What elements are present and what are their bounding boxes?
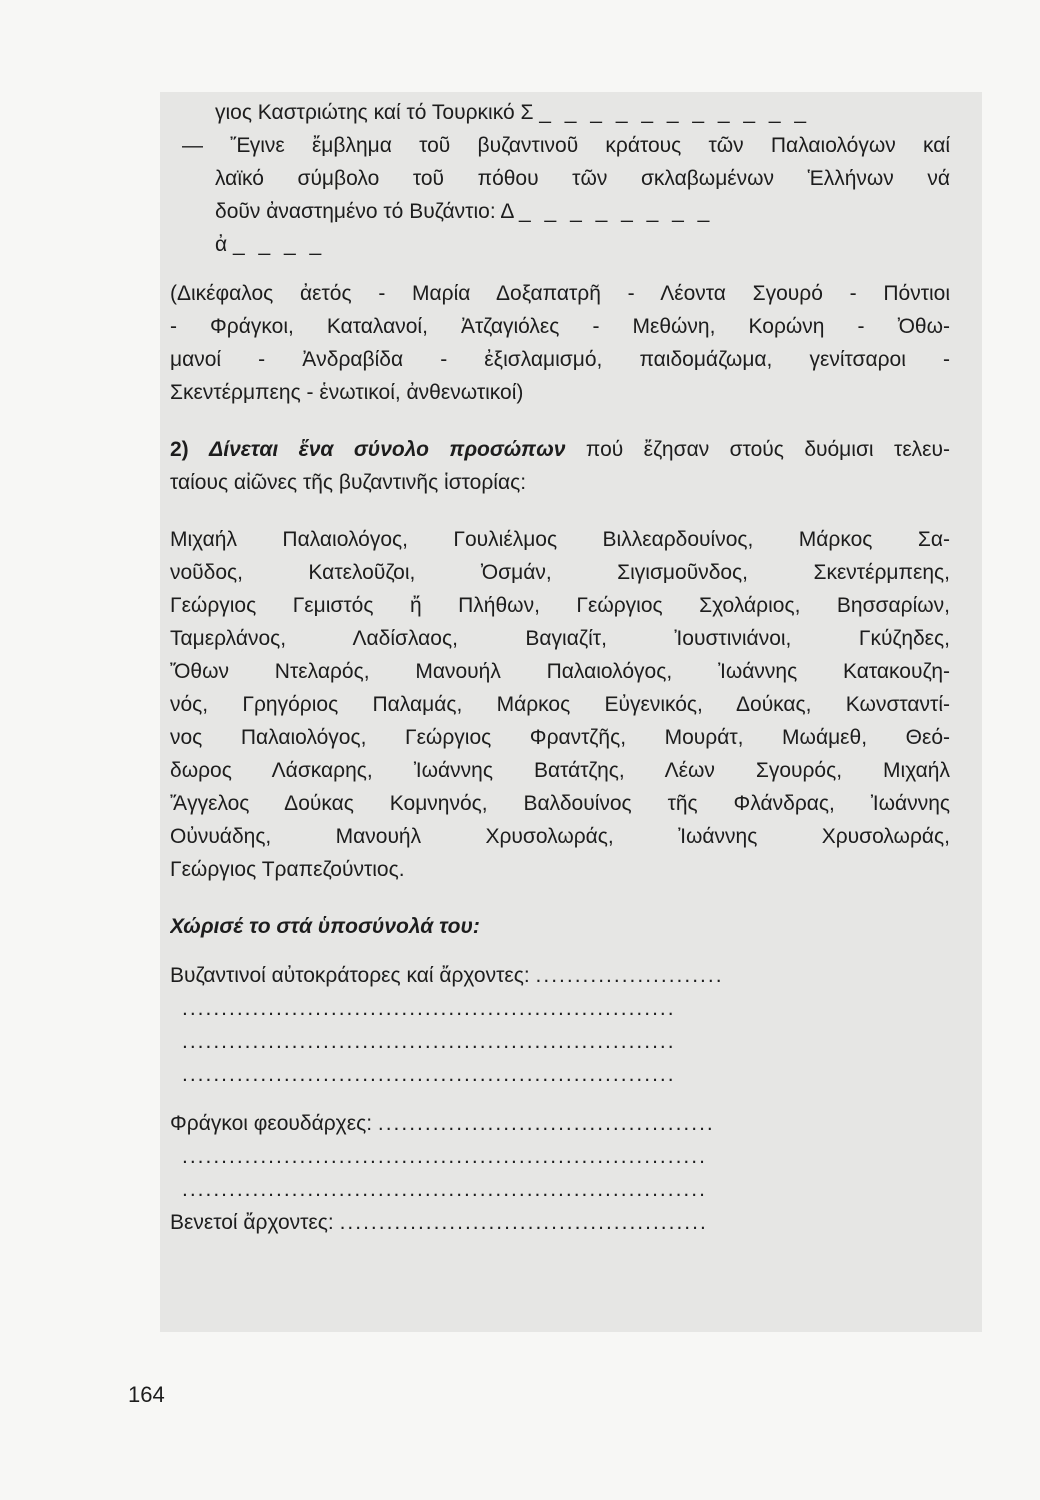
answer-dots[interactable]: ............................................... [339,1211,708,1234]
options-line-3: μανοί - Ἀνδραβίδα - ἐξισλαμισμό, παιδομάζωμα, γενίτσαροι - [170,348,950,371]
fill-blank[interactable]: _ _ _ _ _ _ _ _ _ _ _ [539,101,811,124]
names-line: Ἄγγελος Δούκας Κομνηνός, Βαλδουίνος τῆς Φλάνδρας, Ἰωάννης [170,792,950,815]
category-venetian [170,1206,950,1239]
category-byzantine [170,959,950,992]
prev-line-3: λαϊκό σύμβολο τοῦ πόθου τῶν σκλαβωμένων Ἑλλήνων νά [215,167,950,190]
prev-line-2: — Ἔγινε ἔμβλημα τοῦ βυζαντινοῦ κράτους τῶν Παλαιολόγων καί [182,134,950,157]
answer-line[interactable]: ................................................................... [182,1178,707,1201]
category-label: Φράγκοι φεουδάρχες: [170,1112,373,1135]
names-line: Ταμερλάνος, Λαδίσλαος, Βαγιαζίτ, Ἰουστινιάνοι, Γκύζηδες, [170,627,950,650]
options-line-4: Σκεντέρμπεης - ἑνωτικοί, ἀνθενωτικοί) [170,381,524,404]
answer-line[interactable]: ............................................................... [182,1063,676,1086]
prev-line-4: δοῦν ἀναστημένο τό Βυζάντιο: Δ _ _ _ _ _ _ _ _ [215,200,714,223]
options-line-1: (Δικέφαλος ἀετός - Μαρία Δοξαπατρῆ - Λέοντα Σγουρό - Πόντιοι [170,282,950,305]
category-frankish [170,1107,950,1140]
page-content [170,96,950,1239]
answer-line[interactable]: ............................................................... [182,1030,676,1053]
prev-line-1: γιος Καστριώτης καί τό Τουρκικό Σ _ _ _ _ _ _ _ _ _ _ _ [215,101,811,124]
instruction: Χώρισέ το στά ὑποσύνολά του: [170,915,480,938]
names-line: νοῦδος, Κατελοῦζοι, Ὀσμάν, Σιγισμοῦνδος, Σκεντέρμπεης, [170,561,950,584]
exercise-2-heading: 2) Δίνεται ἕνα σύνολο προσώπων πού ἔζησαν στούς δυόμισι τελευ- [170,438,950,461]
answer-dots[interactable]: ........................ [535,964,724,987]
names-line: νος Παλαιολόγος, Γεώργιος Φραντζῆς, Μουράτ, Μωάμεθ, Θεό- [170,726,950,749]
exercise-number: 2) [170,438,189,461]
exercise-2-line-2: ταίους αἰῶνες τῆς βυζαντινῆς ἱστορίας: [170,471,527,494]
names-line: Γεώργιος Τραπεζούντιος. [170,858,405,881]
answer-line[interactable]: ................................................................... [182,1145,707,1168]
names-line: Ὄθων Ντελαρός, Μανουήλ Παλαιολόγος, Ἰωάννης Κατακουζη- [170,660,950,683]
names-line: Μιχαήλ Παλαιολόγος, Γουλιέλμος Βιλλεαρδουίνος, Μάρκος Σα- [170,528,950,551]
options-line-2: - Φράγκοι, Καταλανοί, Ἀτζαγιόλες - Μεθώνη, Κορώνη - Ὀθω- [170,315,950,338]
category-label: Βενετοί ἄρχοντες: [170,1211,334,1234]
names-line: νός, Γρηγόριος Παλαμάς, Μάρκος Εὐγενικός, Δούκας, Κωνσταντί- [170,693,950,716]
fill-blank[interactable]: _ _ _ _ [232,233,326,256]
answer-dots[interactable]: ........................................... [377,1112,715,1135]
fill-blank[interactable]: _ _ _ _ _ _ _ _ [519,200,714,223]
names-line: δωρος Λάσκαρης, Ἰωάννης Βατάτζης, Λέων Σγουρός, Μιχαήλ [170,759,950,782]
prev-line-5: ἀ _ _ _ _ [215,233,326,256]
exercise-title: Δίνεται ἕνα σύνολο προσώπων [209,438,566,461]
answer-line[interactable]: ............................................................... [182,997,676,1020]
page-number: 164 [128,1382,165,1407]
names-line: Γεώργιος Γεμιστός ἤ Πλήθων, Γεώργιος Σχολάριος, Βησσαρίων, [170,594,950,617]
category-label: Βυζαντινοί αὐτοκράτορες καί ἄρχοντες: [170,964,530,987]
names-line: Οὐνυάδης, Μανουήλ Χρυσολωράς, Ἰωάννης Χρυσολωράς, [170,825,950,848]
